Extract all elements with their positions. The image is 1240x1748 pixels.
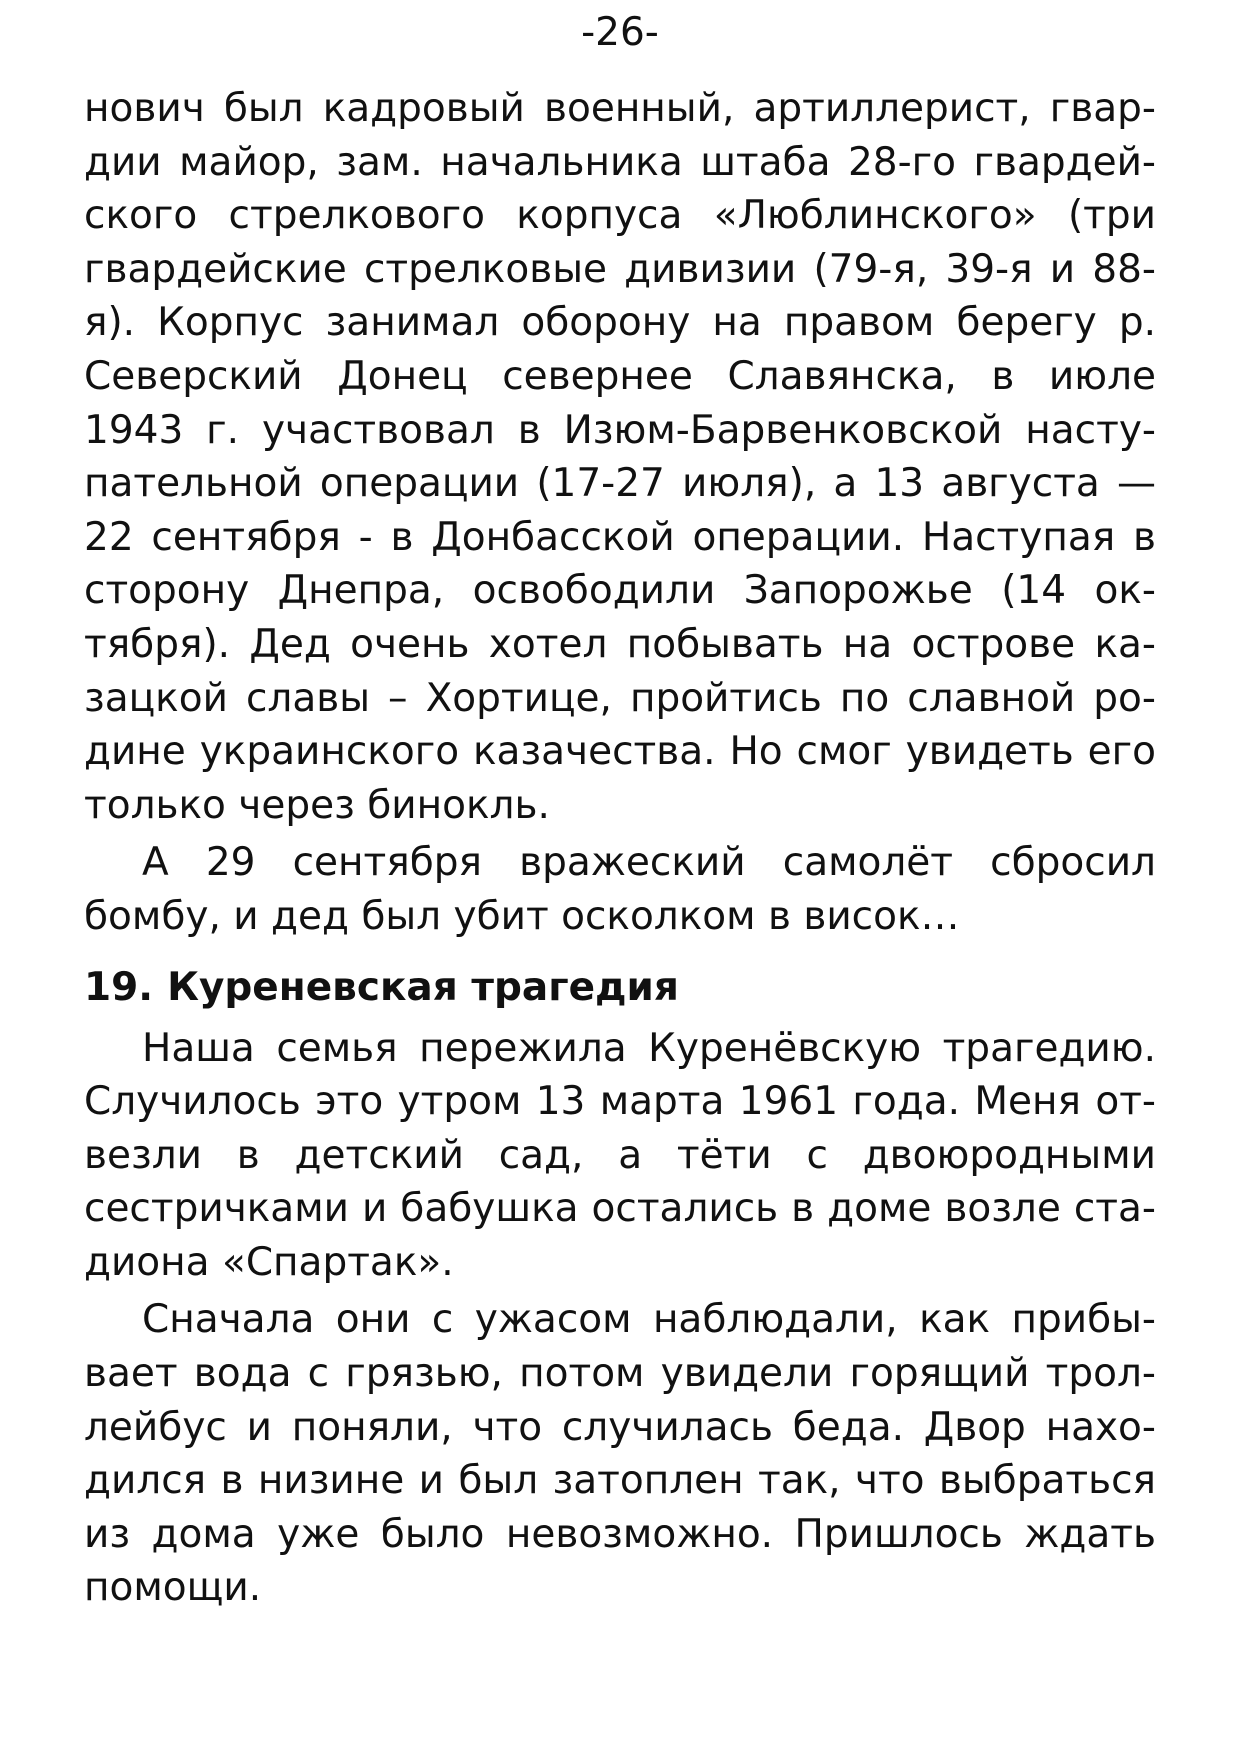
page-number: -26- [581,10,659,55]
section-heading [84,961,1156,1014]
paragraph: Сначала они с ужасом наблюдали, как прибывает вода с грязью, потом увидели горящий троллейбус и поняли, что случилась беда. Двор находился в низине и был затоплен так, что выбраться из дома уже было невозможно. Пришлось ждать помощи. [84,1297,1156,1611]
paragraph: нович был кадровый военный, артиллерист, гвардии майор, зам. начальника штаба 28-го гвардейского стрелкового корпуса «Люблинского» (три гвардейские стрелковые дивизии (79-я, 39-я и 88-я). Корпус занимал оборону на правом берегу р. Северский Донец севернее Славянска, в июле 1943 г. участвовал в Изюм-Барвенковской наступательной операции (17-27 июля), а 13 августа — 22 сентября - в Донбасской операции. Наступая в сторону Днепра, освободили Запорожье (14 октября). Дед очень хотел побывать на острове казацкой славы – Хортице, пройтись по славной родине украинского казачества. Но смог увидеть его только через бинокль. [84,86,1156,828]
page [84,0,1156,1615]
paragraph: Наша семья пережила Куренёвскую трагедию. Случилось это утром 13 марта 1961 года. Меня отвезли в детский сад, а тёти с двоюродными сестричками и бабушка остались в доме возле стадиона «Спартак». [84,1025,1156,1285]
paragraph: А 29 сентября вражеский самолёт сбросил бомбу, и дед был убит осколком в висок… [84,840,1156,939]
section-number: 19. [84,964,154,1010]
section-title: Куреневская трагедия [167,964,679,1010]
